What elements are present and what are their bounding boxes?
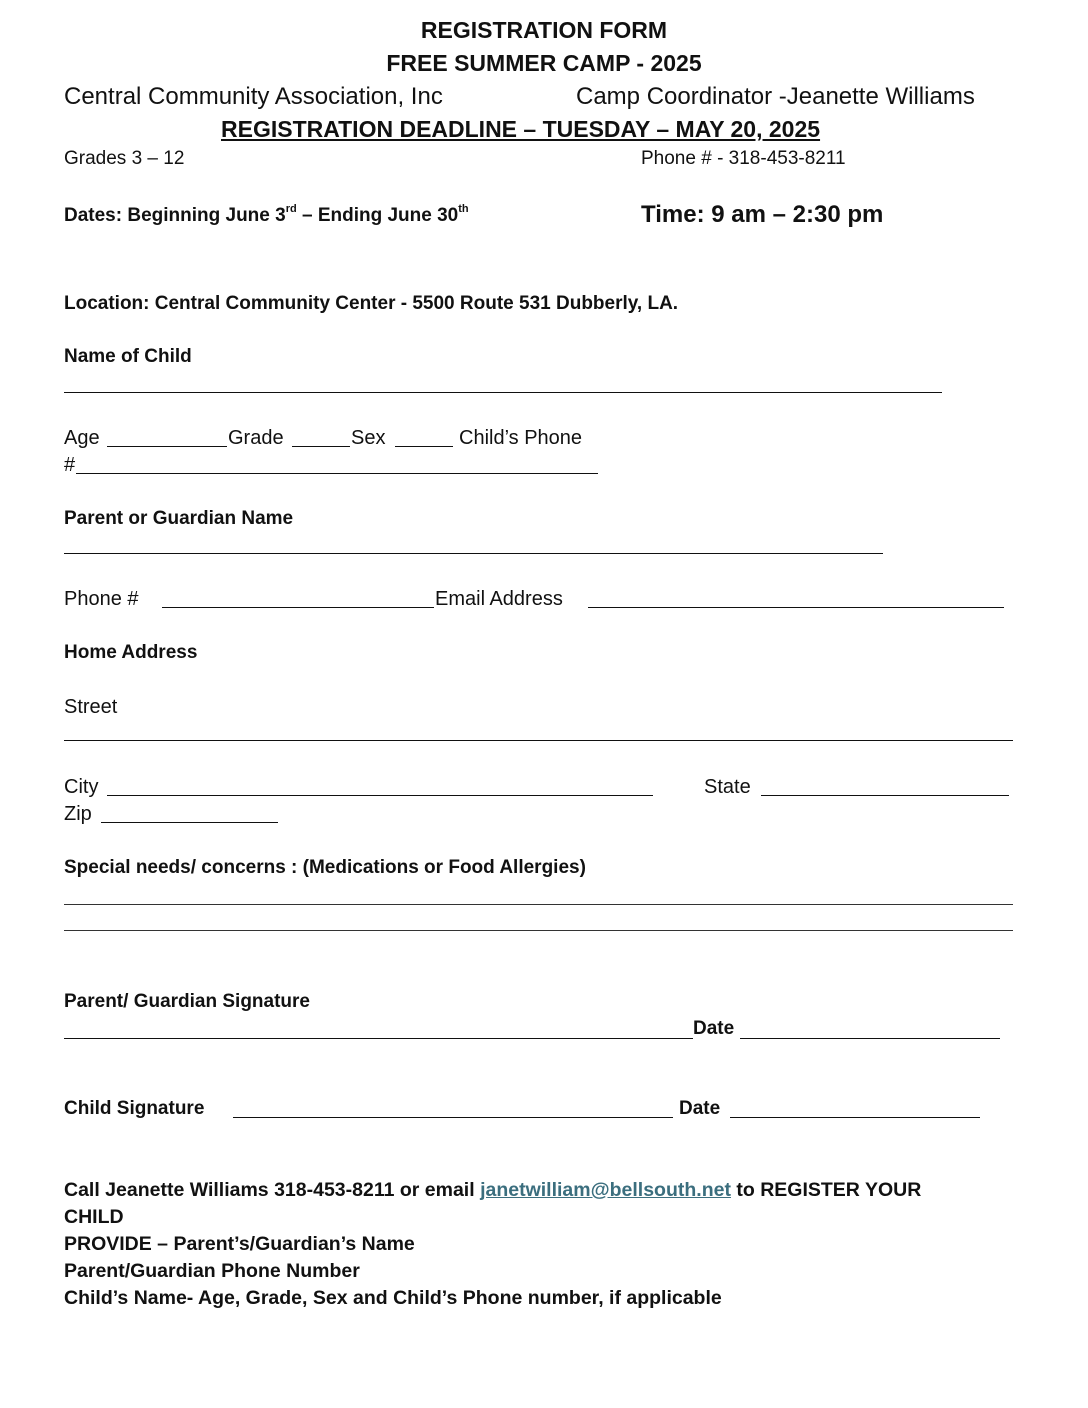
city-field[interactable] bbox=[107, 795, 653, 796]
organization-name: Central Community Association, Inc bbox=[64, 83, 443, 110]
child-date-label: Date bbox=[679, 1098, 721, 1119]
camp-location: Location: Central Community Center - 5500 Route 531 Dubberly, LA. bbox=[64, 293, 679, 314]
state-label: State bbox=[704, 776, 751, 798]
contact-phone: Phone # - 318-453-8211 bbox=[641, 148, 846, 169]
email-label: Email Address bbox=[435, 588, 563, 610]
age-label: Age bbox=[64, 427, 100, 449]
grades-range: Grades 3 – 12 bbox=[64, 148, 185, 169]
guardian-date-label: Date bbox=[693, 1018, 735, 1039]
child-phone-hash: # bbox=[64, 454, 76, 476]
special-needs-line-2[interactable] bbox=[64, 930, 1013, 931]
child-date-field[interactable] bbox=[730, 1117, 980, 1118]
provide-item-3: Child’s Name- Age, Grade, Sex and Child’s Phone number, if applicable bbox=[64, 1287, 722, 1309]
child-signature-label: Child Signature bbox=[64, 1098, 205, 1119]
home-address-label: Home Address bbox=[64, 642, 198, 663]
guardian-name-label: Parent or Guardian Name bbox=[64, 508, 294, 529]
registration-instructions-cont: CHILD bbox=[64, 1206, 124, 1228]
registration-deadline: REGISTRATION DEADLINE – TUESDAY – MAY 20, 2025 bbox=[221, 116, 821, 142]
city-label: City bbox=[64, 776, 99, 798]
street-label: Street bbox=[64, 696, 118, 718]
email-field[interactable] bbox=[588, 607, 1004, 608]
grade-field[interactable] bbox=[292, 446, 350, 447]
child-phone-field[interactable] bbox=[76, 473, 598, 474]
sex-field[interactable] bbox=[395, 446, 453, 447]
child-name-field[interactable] bbox=[64, 392, 942, 393]
email-link[interactable]: janetwilliam@bellsouth.net bbox=[480, 1179, 731, 1201]
camp-time: Time: 9 am – 2:30 pm bbox=[641, 201, 884, 228]
camp-coordinator: Camp Coordinator -Jeanette Williams bbox=[576, 83, 975, 110]
special-needs-line-1[interactable] bbox=[64, 904, 1013, 905]
guardian-phone-field[interactable] bbox=[162, 607, 434, 608]
street-field[interactable] bbox=[64, 740, 1013, 741]
zip-field[interactable] bbox=[101, 822, 278, 823]
guardian-date-field[interactable] bbox=[740, 1038, 1000, 1039]
provide-item-1: PROVIDE – Parent’s/Guardian’s Name bbox=[64, 1233, 415, 1255]
sex-label: Sex bbox=[351, 427, 386, 449]
form-title: REGISTRATION FORM bbox=[420, 17, 668, 43]
child-signature-field[interactable] bbox=[233, 1117, 673, 1118]
special-needs-label: Special needs/ concerns : (Medications or Food Allergies) bbox=[64, 857, 586, 878]
guardian-phone-label: Phone # bbox=[64, 588, 139, 610]
registration-instructions: Call Jeanette Williams 318-453-8211 or email janetwilliam@bellsouth.net to REGISTER YOUR bbox=[64, 1179, 922, 1201]
child-phone-label: Child’s Phone bbox=[459, 427, 583, 449]
form-subtitle: FREE SUMMER CAMP - 2025 bbox=[386, 50, 702, 76]
provide-item-2: Parent/Guardian Phone Number bbox=[64, 1260, 360, 1282]
age-field[interactable] bbox=[107, 446, 227, 447]
guardian-signature-field[interactable] bbox=[64, 1038, 693, 1039]
grade-label: Grade bbox=[228, 427, 284, 449]
guardian-signature-label: Parent/ Guardian Signature bbox=[64, 991, 310, 1012]
camp-dates: Dates: Beginning June 3rd – Ending June 30th bbox=[64, 203, 469, 226]
state-field[interactable] bbox=[761, 795, 1009, 796]
guardian-name-field[interactable] bbox=[64, 553, 883, 554]
zip-label: Zip bbox=[64, 803, 92, 825]
child-name-label: Name of Child bbox=[64, 346, 192, 367]
